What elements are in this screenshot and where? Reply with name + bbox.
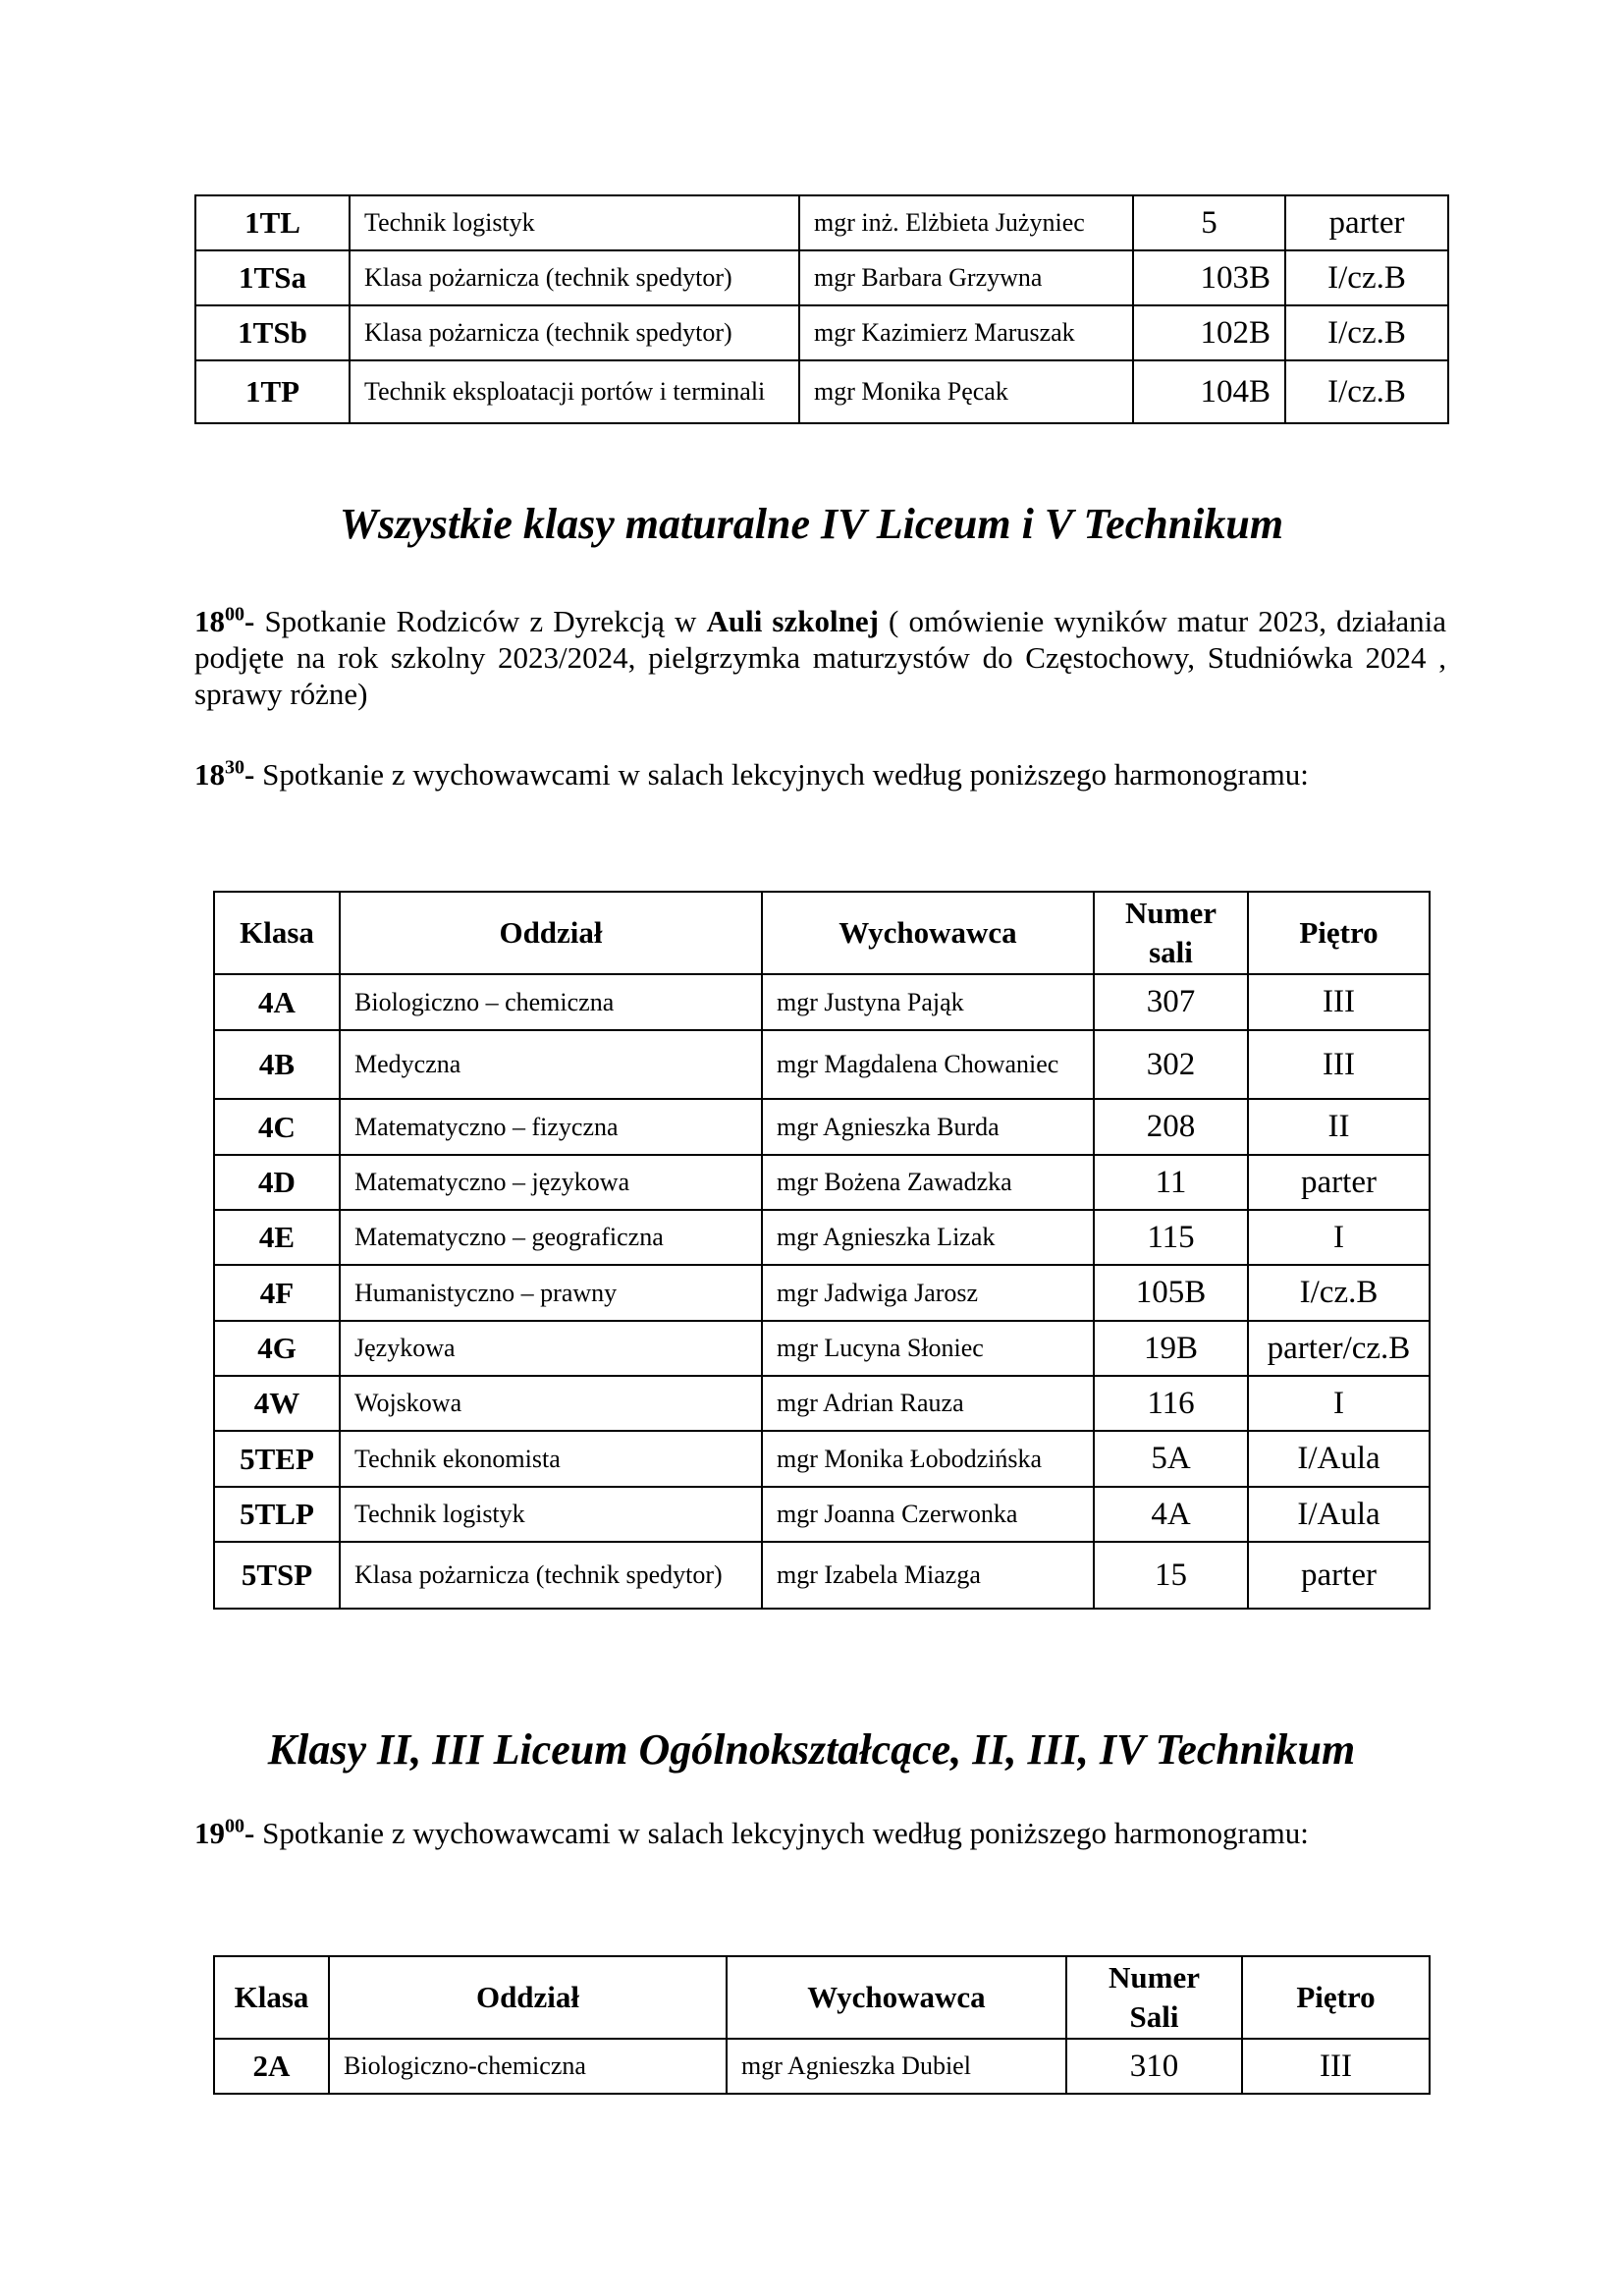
class-teacher: mgr inż. Elżbieta Jużyniec xyxy=(799,195,1133,250)
table-row xyxy=(195,195,1448,250)
class-code: 4F xyxy=(214,1265,340,1321)
time-hour: 19 xyxy=(194,1816,225,1850)
room-number: 5 xyxy=(1133,195,1285,250)
floor: parter xyxy=(1285,195,1448,250)
class-code: 4W xyxy=(214,1376,340,1431)
room-number: 5A xyxy=(1094,1431,1248,1487)
class-teacher: mgr Agnieszka Dubiel xyxy=(727,2039,1066,2094)
class-teacher: mgr Monika Pęcak xyxy=(799,360,1133,423)
time-hour: 18 xyxy=(194,604,225,638)
class-teacher: mgr Agnieszka Burda xyxy=(762,1099,1094,1155)
room-number: 208 xyxy=(1094,1099,1248,1155)
time-minutes: 30 xyxy=(225,756,244,779)
header-room: Numer sali xyxy=(1094,892,1248,974)
class-profile: Biologiczno-chemiczna xyxy=(329,2039,727,2094)
class-profile: Językowa xyxy=(340,1321,762,1376)
table-row xyxy=(214,1155,1430,1210)
class-profile: Matematyczno – językowa xyxy=(340,1155,762,1210)
class-profile: Technik logistyk xyxy=(350,195,799,250)
room-number: 19B xyxy=(1094,1321,1248,1376)
time-minutes: 00 xyxy=(225,1815,244,1837)
class-code: 4D xyxy=(214,1155,340,1210)
paragraph-text: ( omówienie wyników matur 2023, działania podjęte na rok szkolny 2023/2024, pielgrzymka maturzystów do Częstochowy, Studniówka 2024 , sprawy różne) xyxy=(194,604,1446,711)
class-code: 5TEP xyxy=(214,1431,340,1487)
floor: I/cz.B xyxy=(1285,360,1448,423)
table-row xyxy=(214,974,1430,1030)
class-teacher: mgr Joanna Czerwonka xyxy=(762,1487,1094,1542)
room-number: 310 xyxy=(1066,2039,1242,2094)
class-profile: Technik eksploatacji portów i terminali xyxy=(350,360,799,423)
class-teacher: mgr Barbara Grzywna xyxy=(799,250,1133,305)
header-floor: Piętro xyxy=(1242,1956,1430,2039)
table-header-row xyxy=(214,892,1430,974)
table-row xyxy=(195,305,1448,360)
floor: I xyxy=(1248,1210,1430,1265)
header-teacher: Wychowawca xyxy=(727,1956,1066,2039)
table-row xyxy=(195,250,1448,305)
room-number: 115 xyxy=(1094,1210,1248,1265)
class-profile: Medyczna xyxy=(340,1030,762,1099)
header-profile: Oddział xyxy=(340,892,762,974)
time-hour: 18 xyxy=(194,757,225,792)
class-profile: Biologiczno – chemiczna xyxy=(340,974,762,1030)
class-teacher: mgr Bożena Zawadzka xyxy=(762,1155,1094,1210)
room-number: 307 xyxy=(1094,974,1248,1030)
class-code: 4E xyxy=(214,1210,340,1265)
table-row xyxy=(214,2039,1430,2094)
floor: parter xyxy=(1248,1542,1430,1609)
header-teacher: Wychowawca xyxy=(762,892,1094,974)
table-header-row xyxy=(214,1956,1430,2039)
header-profile: Oddział xyxy=(329,1956,727,2039)
time-dash: - xyxy=(244,1816,255,1850)
table-row xyxy=(214,1321,1430,1376)
floor: II xyxy=(1248,1099,1430,1155)
class-teacher: mgr Agnieszka Lizak xyxy=(762,1210,1094,1265)
paragraph-bold-text: Auli szkolnej xyxy=(706,604,879,638)
paragraph-text: Spotkanie z wychowawcami w salach lekcyjnych według poniższego harmonogramu: xyxy=(254,1816,1309,1850)
floor: I/cz.B xyxy=(1285,250,1448,305)
class-code: 5TSP xyxy=(214,1542,340,1609)
class-teacher: mgr Lucyna Słoniec xyxy=(762,1321,1094,1376)
class-profile: Humanistyczno – prawny xyxy=(340,1265,762,1321)
floor: I xyxy=(1248,1376,1430,1431)
time-dash: - xyxy=(244,757,255,792)
other-classes-table xyxy=(213,1955,1431,2095)
time-dash: - xyxy=(244,604,255,638)
floor: I/cz.B xyxy=(1248,1265,1430,1321)
table-row xyxy=(214,1431,1430,1487)
room-number: 104B xyxy=(1133,360,1285,423)
table-row xyxy=(214,1487,1430,1542)
class-teacher: mgr Justyna Pająk xyxy=(762,974,1094,1030)
floor: I/Aula xyxy=(1248,1487,1430,1542)
table-row xyxy=(214,1210,1430,1265)
class-teacher: mgr Jadwiga Jarosz xyxy=(762,1265,1094,1321)
class-code: 1TL xyxy=(195,195,350,250)
class-profile: Matematyczno – fizyczna xyxy=(340,1099,762,1155)
table-row xyxy=(214,1376,1430,1431)
class-profile: Klasa pożarnicza (technik spedytor) xyxy=(350,305,799,360)
class-code: 1TSb xyxy=(195,305,350,360)
class-code: 4A xyxy=(214,974,340,1030)
paragraph-text: Spotkanie Rodziców z Dyrekcją w xyxy=(254,604,707,638)
room-number: 102B xyxy=(1133,305,1285,360)
section-heading: Wszystkie klasy maturalne IV Liceum i V Technikum xyxy=(339,500,1284,548)
table-row xyxy=(214,1265,1430,1321)
class-code: 1TP xyxy=(195,360,350,423)
class-profile: Klasa pożarnicza (technik spedytor) xyxy=(350,250,799,305)
class-profile: Technik logistyk xyxy=(340,1487,762,1542)
room-number: 4A xyxy=(1094,1487,1248,1542)
class-teacher: mgr Monika Łobodzińska xyxy=(762,1431,1094,1487)
table-row xyxy=(214,1030,1430,1099)
class-profile: Klasa pożarnicza (technik spedytor) xyxy=(340,1542,762,1609)
class-teacher: mgr Izabela Miazga xyxy=(762,1542,1094,1609)
header-room: Numer Sali xyxy=(1066,1956,1242,2039)
floor: III xyxy=(1242,2039,1430,2094)
class-code: 4B xyxy=(214,1030,340,1099)
room-number: 116 xyxy=(1094,1376,1248,1431)
floor: I/Aula xyxy=(1248,1431,1430,1487)
top-class-table xyxy=(194,194,1449,424)
header-class: Klasa xyxy=(214,892,340,974)
header-class: Klasa xyxy=(214,1956,329,2039)
floor: parter/cz.B xyxy=(1248,1321,1430,1376)
class-code: 1TSa xyxy=(195,250,350,305)
class-profile: Technik ekonomista xyxy=(340,1431,762,1487)
class-profile: Wojskowa xyxy=(340,1376,762,1431)
room-number: 302 xyxy=(1094,1030,1248,1099)
room-number: 15 xyxy=(1094,1542,1248,1609)
meeting-paragraph xyxy=(194,1815,1446,1851)
table-row xyxy=(214,1099,1430,1155)
class-profile: Matematyczno – geograficzna xyxy=(340,1210,762,1265)
section-heading: Klasy II, III Liceum Ogólnokształcące, II, III, IV Technikum xyxy=(267,1725,1356,1774)
table-row xyxy=(214,1542,1430,1609)
class-code: 4C xyxy=(214,1099,340,1155)
room-number: 105B xyxy=(1094,1265,1248,1321)
class-teacher: mgr Kazimierz Maruszak xyxy=(799,305,1133,360)
meeting-paragraph xyxy=(194,603,1446,712)
class-teacher: mgr Adrian Rauza xyxy=(762,1376,1094,1431)
floor: III xyxy=(1248,1030,1430,1099)
header-floor: Piętro xyxy=(1248,892,1430,974)
class-code: 4G xyxy=(214,1321,340,1376)
floor: parter xyxy=(1248,1155,1430,1210)
room-number: 11 xyxy=(1094,1155,1248,1210)
room-number: 103B xyxy=(1133,250,1285,305)
table-row xyxy=(195,360,1448,423)
paragraph-text: Spotkanie z wychowawcami w salach lekcyjnych według poniższego harmonogramu: xyxy=(254,757,1309,792)
class-code: 5TLP xyxy=(214,1487,340,1542)
time-minutes: 00 xyxy=(225,603,244,626)
floor: III xyxy=(1248,974,1430,1030)
class-teacher: mgr Magdalena Chowaniec xyxy=(762,1030,1094,1099)
graduating-classes-table xyxy=(213,891,1431,1610)
floor: I/cz.B xyxy=(1285,305,1448,360)
meeting-paragraph xyxy=(194,756,1446,793)
class-code: 2A xyxy=(214,2039,329,2094)
